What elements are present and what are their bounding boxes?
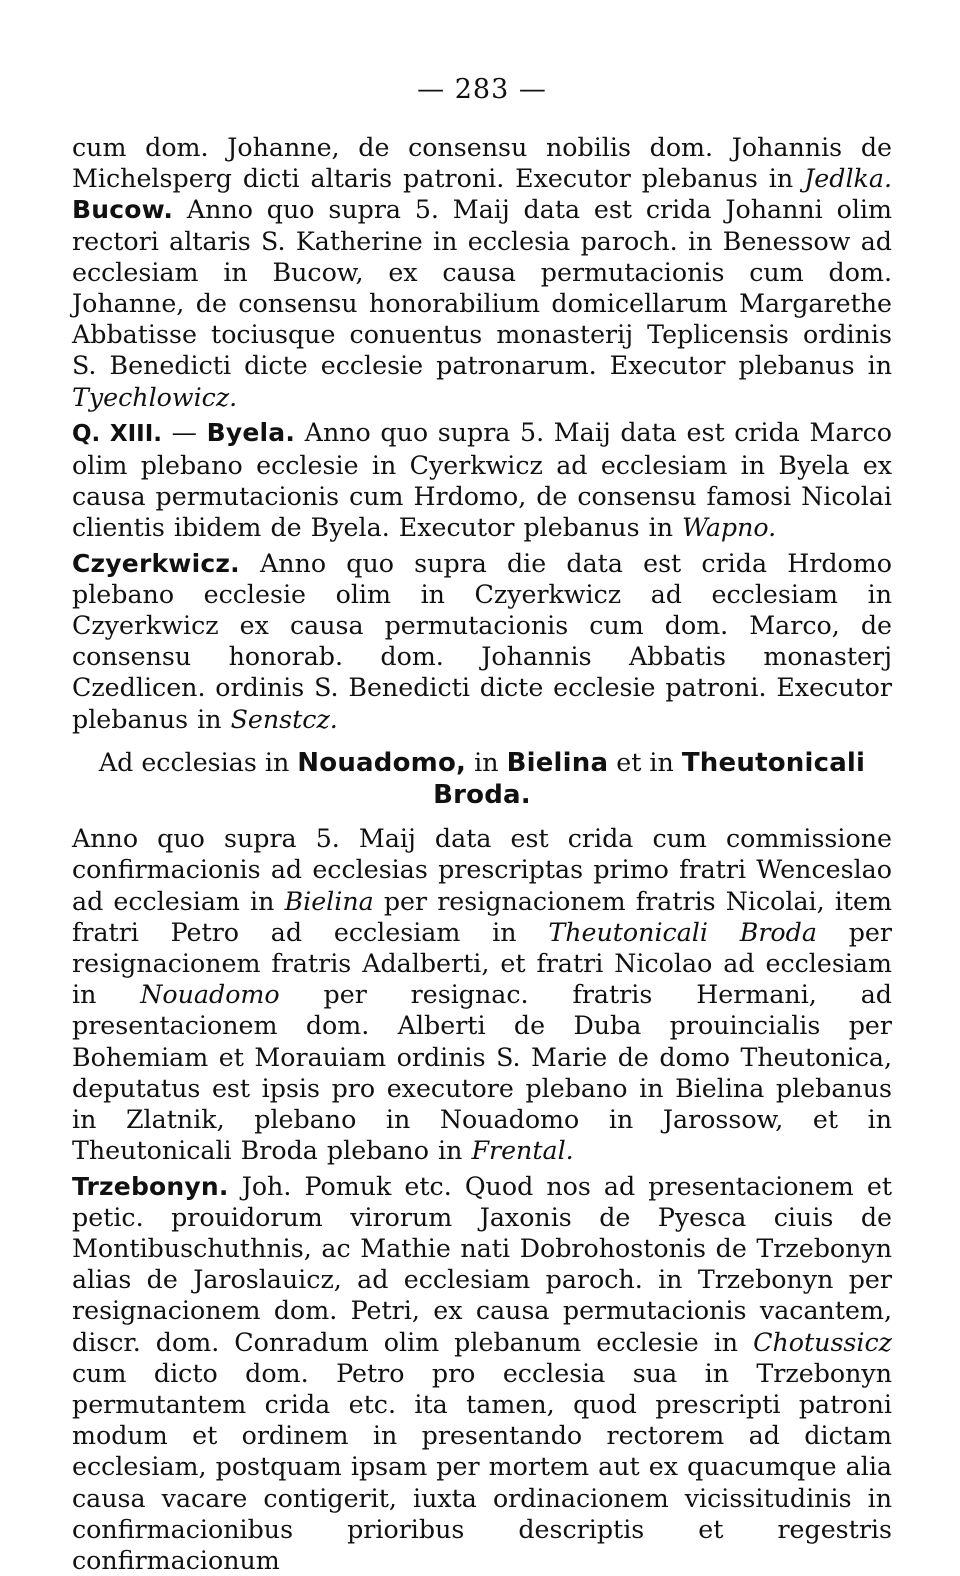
place-italic: Nouadomo	[140, 980, 279, 1009]
section-heading	[72, 747, 892, 811]
entry-text: Anno quo supra 5. Maij data est crida Johanni olim rectori altaris S. Katherine in ecclesia paroch. in Benessow ad ecclesiam in Bucow, ex causa permutacionis cum dom. Johanne, de consensu honorabilium domicellarum Margarethe Abbatisse tociusque conuentus monasterij Teplicensis ordinis S. Benedicti dicte ecclesie patronarum. Executor plebanus in	[72, 195, 892, 380]
heading-place-nouadomo: Nouadomo,	[297, 748, 466, 778]
entry-czyerkwicz	[72, 548, 892, 735]
entry-text: Anno quo supra die data est crida Hrdomo plebano ecclesie olim in Czyerkwicz ad ecclesiam in Czyerkwicz ex causa permutacionis cum dom. Marco, de consensu honorab. dom. Johannis Abbatis monasterj Czedlicen. ordinis S. Benedicti dicte ecclesie patroni. Executor plebanus in	[72, 549, 892, 734]
place-heading-trzebonyn: Trzebonyn.	[72, 1172, 229, 1201]
heading-text: in	[466, 748, 506, 777]
entry-text: Joh. Pomuk etc. Quod nos ad presentacionem et petic. prouidorum virorum Jaxonis de Pyesca ciuis de Montibuschuthnis, ac Mathie nati Dobrohostonis de Trzebonyn alias de Jaroslauicz, ad ecclesiam paroch. in Trzebonyn per resignacionem dom. Petri, ex causa permutacionis vacantem, discr. dom. Conradum olim plebanum ecclesie in	[72, 1172, 892, 1357]
entry-commission	[72, 823, 892, 1166]
dash: —	[162, 418, 207, 447]
place-heading-bucow: Bucow.	[72, 195, 173, 224]
entry-text: per resignacionem fratris Nicolai, item fratri Petro ad ecclesiam in	[72, 887, 892, 947]
entry-text: Anno quo supra 5. Maij data est crida Marco olim plebano ecclesie in Cyerkwicz ad ecclesiam in Byela ex causa permutacionis cum Hrdomo, de consensu famosi Nicolai clientis ibidem de Byela. Executor plebanus in	[72, 418, 892, 543]
place-heading-czyerkwicz: Czyerkwicz.	[72, 549, 240, 578]
entry-text: cum dom. Johanne, de consensu nobilis dom. Johannis de Michelsperg dicti altaris patroni. Executor plebanus in	[72, 133, 892, 193]
place-heading-byela: Byela.	[207, 418, 295, 447]
heading-place-bielina: Bielina	[507, 748, 609, 778]
place-italic: Frental.	[471, 1136, 573, 1165]
entry-text: cum dicto dom. Petro pro ecclesia sua in Trzebonyn permutantem crida etc. ita tamen, quod prescripti patroni modum et ordinem in presentando rectorem ad dictam ecclesiam, postquam ipsam per mortem aut ex quacumque alia causa vacare contigerit, iuxta ordinacionem vicissitudinis in confirmacionibus prioribus descriptis et regestris confirmacionum	[72, 1359, 892, 1575]
entry-trzebonyn	[72, 1171, 892, 1576]
place-italic: Wapno.	[682, 513, 776, 542]
place-italic: Jedlka.	[804, 164, 892, 193]
entry-text: per resignacionem fratris Adalberti, et fratri Nicolao ad ecclesiam in	[72, 918, 892, 1009]
place-italic: Theutonicali Broda	[548, 918, 817, 947]
entry-text: per resignac. fratris Hermani, ad presentacionem dom. Alberti de Duba prouincialis per Bohemiam et Morauiam ordinis S. Marie de domo Theutonica, deputatus est ipsis pro executore plebano in Bielina plebanus in Zlatnik, plebano in Nouadomo in Jarossow, et in Theutonicali Broda plebano in	[72, 980, 892, 1165]
entry-byela	[72, 417, 892, 544]
heading-place-broda: Theutonicali Broda.	[433, 748, 865, 810]
page-number: — 283 —	[72, 74, 892, 108]
place-italic: Tyechlowicz.	[72, 383, 237, 412]
place-italic: Senstcz.	[231, 705, 338, 734]
place-italic: Chotussicz	[753, 1328, 892, 1357]
place-italic: Bielina	[285, 887, 374, 916]
heading-text: Ad ecclesias in	[99, 748, 297, 777]
document-page	[72, 74, 892, 1576]
heading-text: et in	[608, 748, 682, 777]
section-marker: Q. XIII.	[72, 421, 162, 447]
entry-text: Anno quo supra 5. Maij data est crida cum commissione confirmacionis ad ecclesias prescriptas primo fratri Wenceslao ad ecclesiam in	[72, 824, 892, 915]
entry-bucow	[72, 132, 892, 413]
